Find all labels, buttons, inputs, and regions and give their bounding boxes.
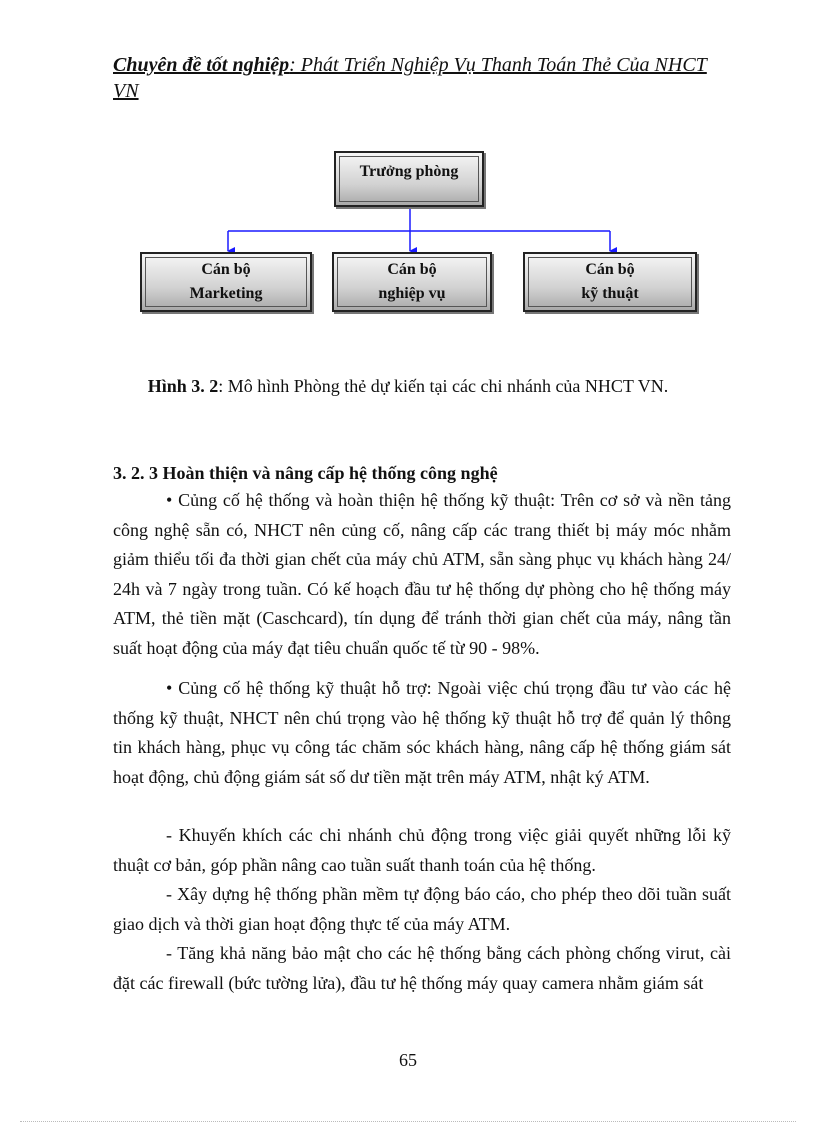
org-box-line2: kỹ thuật (581, 285, 639, 302)
org-box-marketing (140, 252, 312, 312)
org-box-label: Trưởng phòng (359, 163, 459, 180)
page-number: 65 (399, 1050, 417, 1070)
org-box-line2: Marketing (189, 285, 263, 302)
org-box-line1: Cán bộ (387, 261, 437, 278)
org-box-truong-phong (334, 151, 484, 207)
caption-text: : Mô hình Phòng thẻ dự kiến tại các chi nhánh của NHCT VN. (218, 376, 669, 396)
org-box-nghiep-vu (332, 252, 492, 312)
org-box-line1: Cán bộ (585, 261, 635, 278)
section-heading: 3. 2. 3 Hoàn thiện và nâng cấp hệ thống công nghệ (113, 463, 498, 483)
org-box-line2: nghiệp vụ (378, 285, 446, 302)
figure-caption (0, 376, 816, 397)
header-prefix: Chuyên đề tốt nghiệp (113, 54, 290, 76)
paragraph-2: • Củng cố hệ thống kỹ thuật hỗ trợ: Ngoài việc chú trọng đầu tư vào các hệ thống kỹ thuật, NHCT nên chú trọng vào hệ thống kỹ thuật hỗ trợ để quản lý thông tin khách hàng, phục vụ công tác chăm sóc khách hàng, nâng cấp hệ thống giám sát hoạt động, chủ động giám sát số dư tiền mặt trên máy ATM, nhật ký ATM. (113, 678, 731, 787)
caption-label: Hình 3. 2 (147, 376, 219, 396)
header-title: : Phát Triển Nghiệp Vụ Thanh Toán Thẻ Của NHCT VN (113, 54, 707, 102)
paragraph-5: - Tăng khả năng bảo mật cho các hệ thống bằng cách phòng chống virut, cài đặt các firewall (bức tường lửa), đầu tư hệ thống máy quay camera nhằm giám sát (113, 943, 731, 993)
paragraph-1: • Củng cố hệ thống và hoàn thiện hệ thống kỹ thuật: Trên cơ sở và nền tảng công nghệ sẵn có, NHCT nên củng cố, nâng cấp các trang thiết bị máy móc nhằm giảm thiểu tối đa thời gian chết của máy chủ ATM, sẵn sàng phục vụ khách hàng 24/ 24h và 7 ngày trong tuần. Có kế hoạch đầu tư hệ thống dự phòng cho hệ thống máy ATM, thẻ tiền mặt (Caschcard), tín dụng để tránh thời gian chết của máy, nâng tần suất hoạt động của máy đạt tiêu chuẩn quốc tế từ 90 - 98%. (113, 490, 731, 658)
org-box-line1: Cán bộ (201, 261, 251, 278)
paragraph-3: - Khuyến khích các chi nhánh chủ động trong việc giải quyết những lỗi kỹ thuật cơ bản, góp phần nâng cao tuần suất thanh toán của hệ thống. (113, 825, 731, 875)
paragraph-4: - Xây dựng hệ thống phần mềm tự động báo cáo, cho phép theo dõi tuần suất giao dịch và thời gian hoạt động thực tế của máy ATM. (113, 884, 731, 934)
org-box-ky-thuat (523, 252, 697, 312)
page-bottom-rule (20, 1121, 796, 1122)
